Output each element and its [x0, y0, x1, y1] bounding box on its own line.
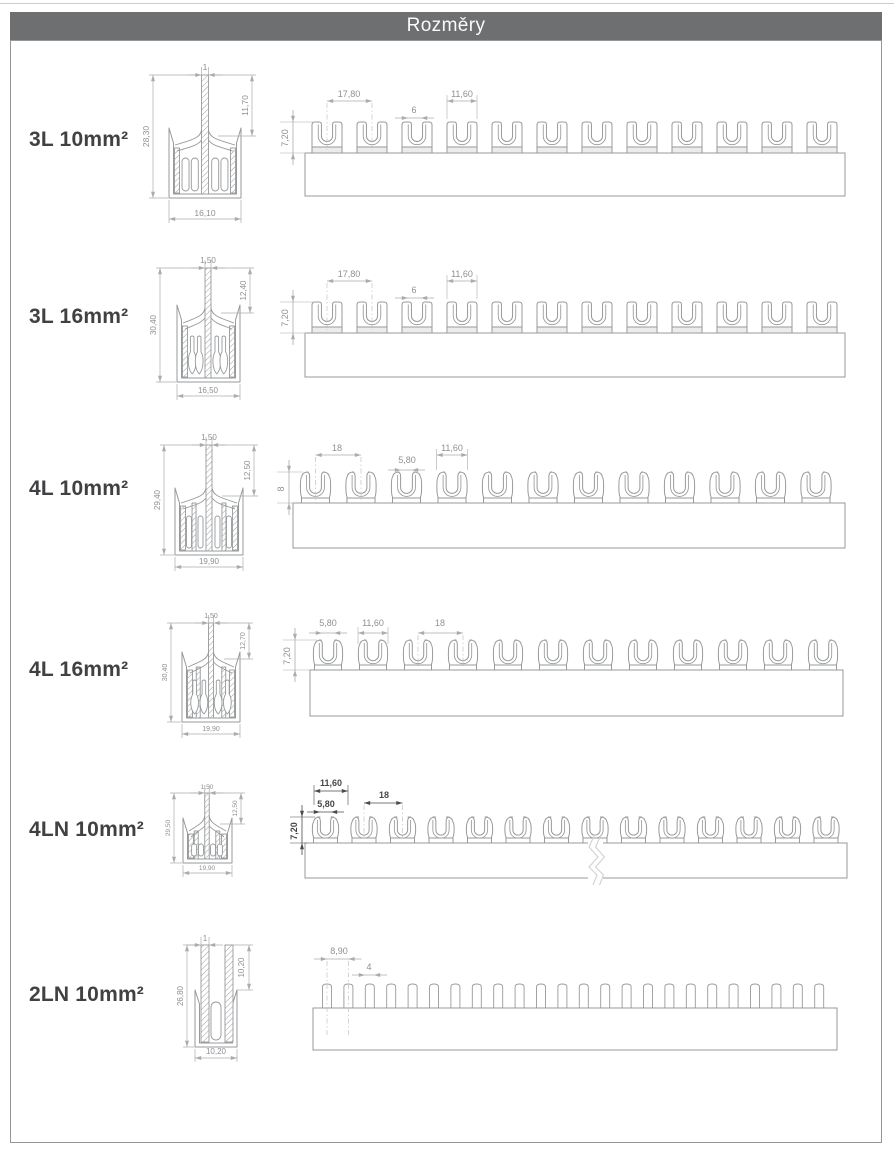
- svg-text:28,30: 28,30: [141, 125, 151, 148]
- svg-text:12,50: 12,50: [243, 460, 252, 481]
- svg-text:30,40: 30,40: [162, 663, 169, 682]
- variant-label-3l-16mm2: 3L 16mm²: [29, 305, 129, 328]
- svg-text:8: 8: [276, 486, 286, 492]
- svg-text:26,80: 26,80: [176, 985, 185, 1007]
- svg-text:11,60: 11,60: [441, 443, 463, 453]
- front-view-4l-16mm: [162, 613, 253, 738]
- svg-text:4: 4: [366, 962, 372, 972]
- svg-text:7,20: 7,20: [282, 647, 292, 665]
- svg-text:12,70: 12,70: [240, 632, 247, 650]
- variant-label-3l-10mm2: 3L 10mm²: [29, 128, 129, 151]
- side-view-3l-16mm: [280, 269, 845, 377]
- svg-text:5,80: 5,80: [319, 618, 337, 628]
- side-view-4ln-10mm: [289, 778, 847, 885]
- svg-text:7,20: 7,20: [280, 129, 290, 147]
- svg-text:29,50: 29,50: [165, 819, 172, 837]
- svg-text:19,90: 19,90: [202, 726, 220, 733]
- svg-text:11,60: 11,60: [319, 778, 343, 788]
- svg-text:6: 6: [411, 285, 417, 295]
- svg-text:6: 6: [411, 105, 417, 115]
- front-view-4ln-10mm: [165, 784, 245, 877]
- side-view-3l-10mm: [280, 89, 845, 196]
- svg-text:10,20: 10,20: [205, 1047, 227, 1056]
- front-view-3l-16mm: [149, 256, 254, 400]
- svg-text:19,90: 19,90: [198, 865, 216, 872]
- svg-text:1,50: 1,50: [200, 784, 214, 791]
- svg-text:7,20: 7,20: [280, 309, 290, 327]
- front-view-3l-10mm: [141, 62, 256, 223]
- svg-text:17,80: 17,80: [337, 269, 361, 279]
- svg-text:19,90: 19,90: [198, 557, 220, 566]
- svg-text:11,70: 11,70: [240, 95, 250, 116]
- svg-text:11,60: 11,60: [362, 618, 384, 628]
- svg-text:5,80: 5,80: [317, 799, 335, 809]
- svg-text:5,80: 5,80: [398, 455, 416, 465]
- variant-label-2ln-10mm2: 2LN 10mm²: [29, 983, 145, 1006]
- svg-text:12,50: 12,50: [232, 800, 239, 817]
- section-title: Rozměry: [406, 15, 486, 36]
- svg-text:1,50: 1,50: [204, 613, 218, 620]
- svg-text:29,40: 29,40: [153, 489, 162, 511]
- svg-text:18: 18: [434, 618, 446, 628]
- svg-text:1: 1: [202, 62, 208, 72]
- svg-text:16,10: 16,10: [194, 208, 216, 218]
- svg-text:12,40: 12,40: [239, 280, 248, 301]
- side-view-4l-10mm: [276, 443, 845, 548]
- variant-label-4l-10mm2: 4L 10mm²: [29, 477, 129, 500]
- svg-text:30,40: 30,40: [149, 314, 158, 336]
- side-view-4l-16mm: [282, 618, 843, 716]
- svg-text:8,90: 8,90: [330, 946, 348, 956]
- svg-text:16,50: 16,50: [197, 386, 219, 395]
- svg-text:1: 1: [202, 934, 208, 943]
- svg-text:10,20: 10,20: [237, 957, 246, 978]
- front-view-4l-10mm: [153, 433, 258, 571]
- svg-text:1,50: 1,50: [201, 433, 217, 442]
- variant-label-4l-16mm2: 4L 16mm²: [29, 658, 129, 681]
- svg-text:7,20: 7,20: [289, 822, 299, 840]
- svg-text:18: 18: [378, 790, 390, 800]
- front-view-2ln-10mm: [176, 934, 253, 1062]
- variant-label-4ln-10mm2: 4LN 10mm²: [29, 818, 145, 841]
- side-view-2ln-10mm: [313, 946, 837, 1050]
- svg-text:1,50: 1,50: [200, 256, 216, 265]
- svg-text:18: 18: [331, 443, 343, 453]
- svg-text:17,80: 17,80: [337, 89, 361, 99]
- svg-text:11,60: 11,60: [451, 269, 473, 279]
- svg-text:11,60: 11,60: [451, 89, 473, 99]
